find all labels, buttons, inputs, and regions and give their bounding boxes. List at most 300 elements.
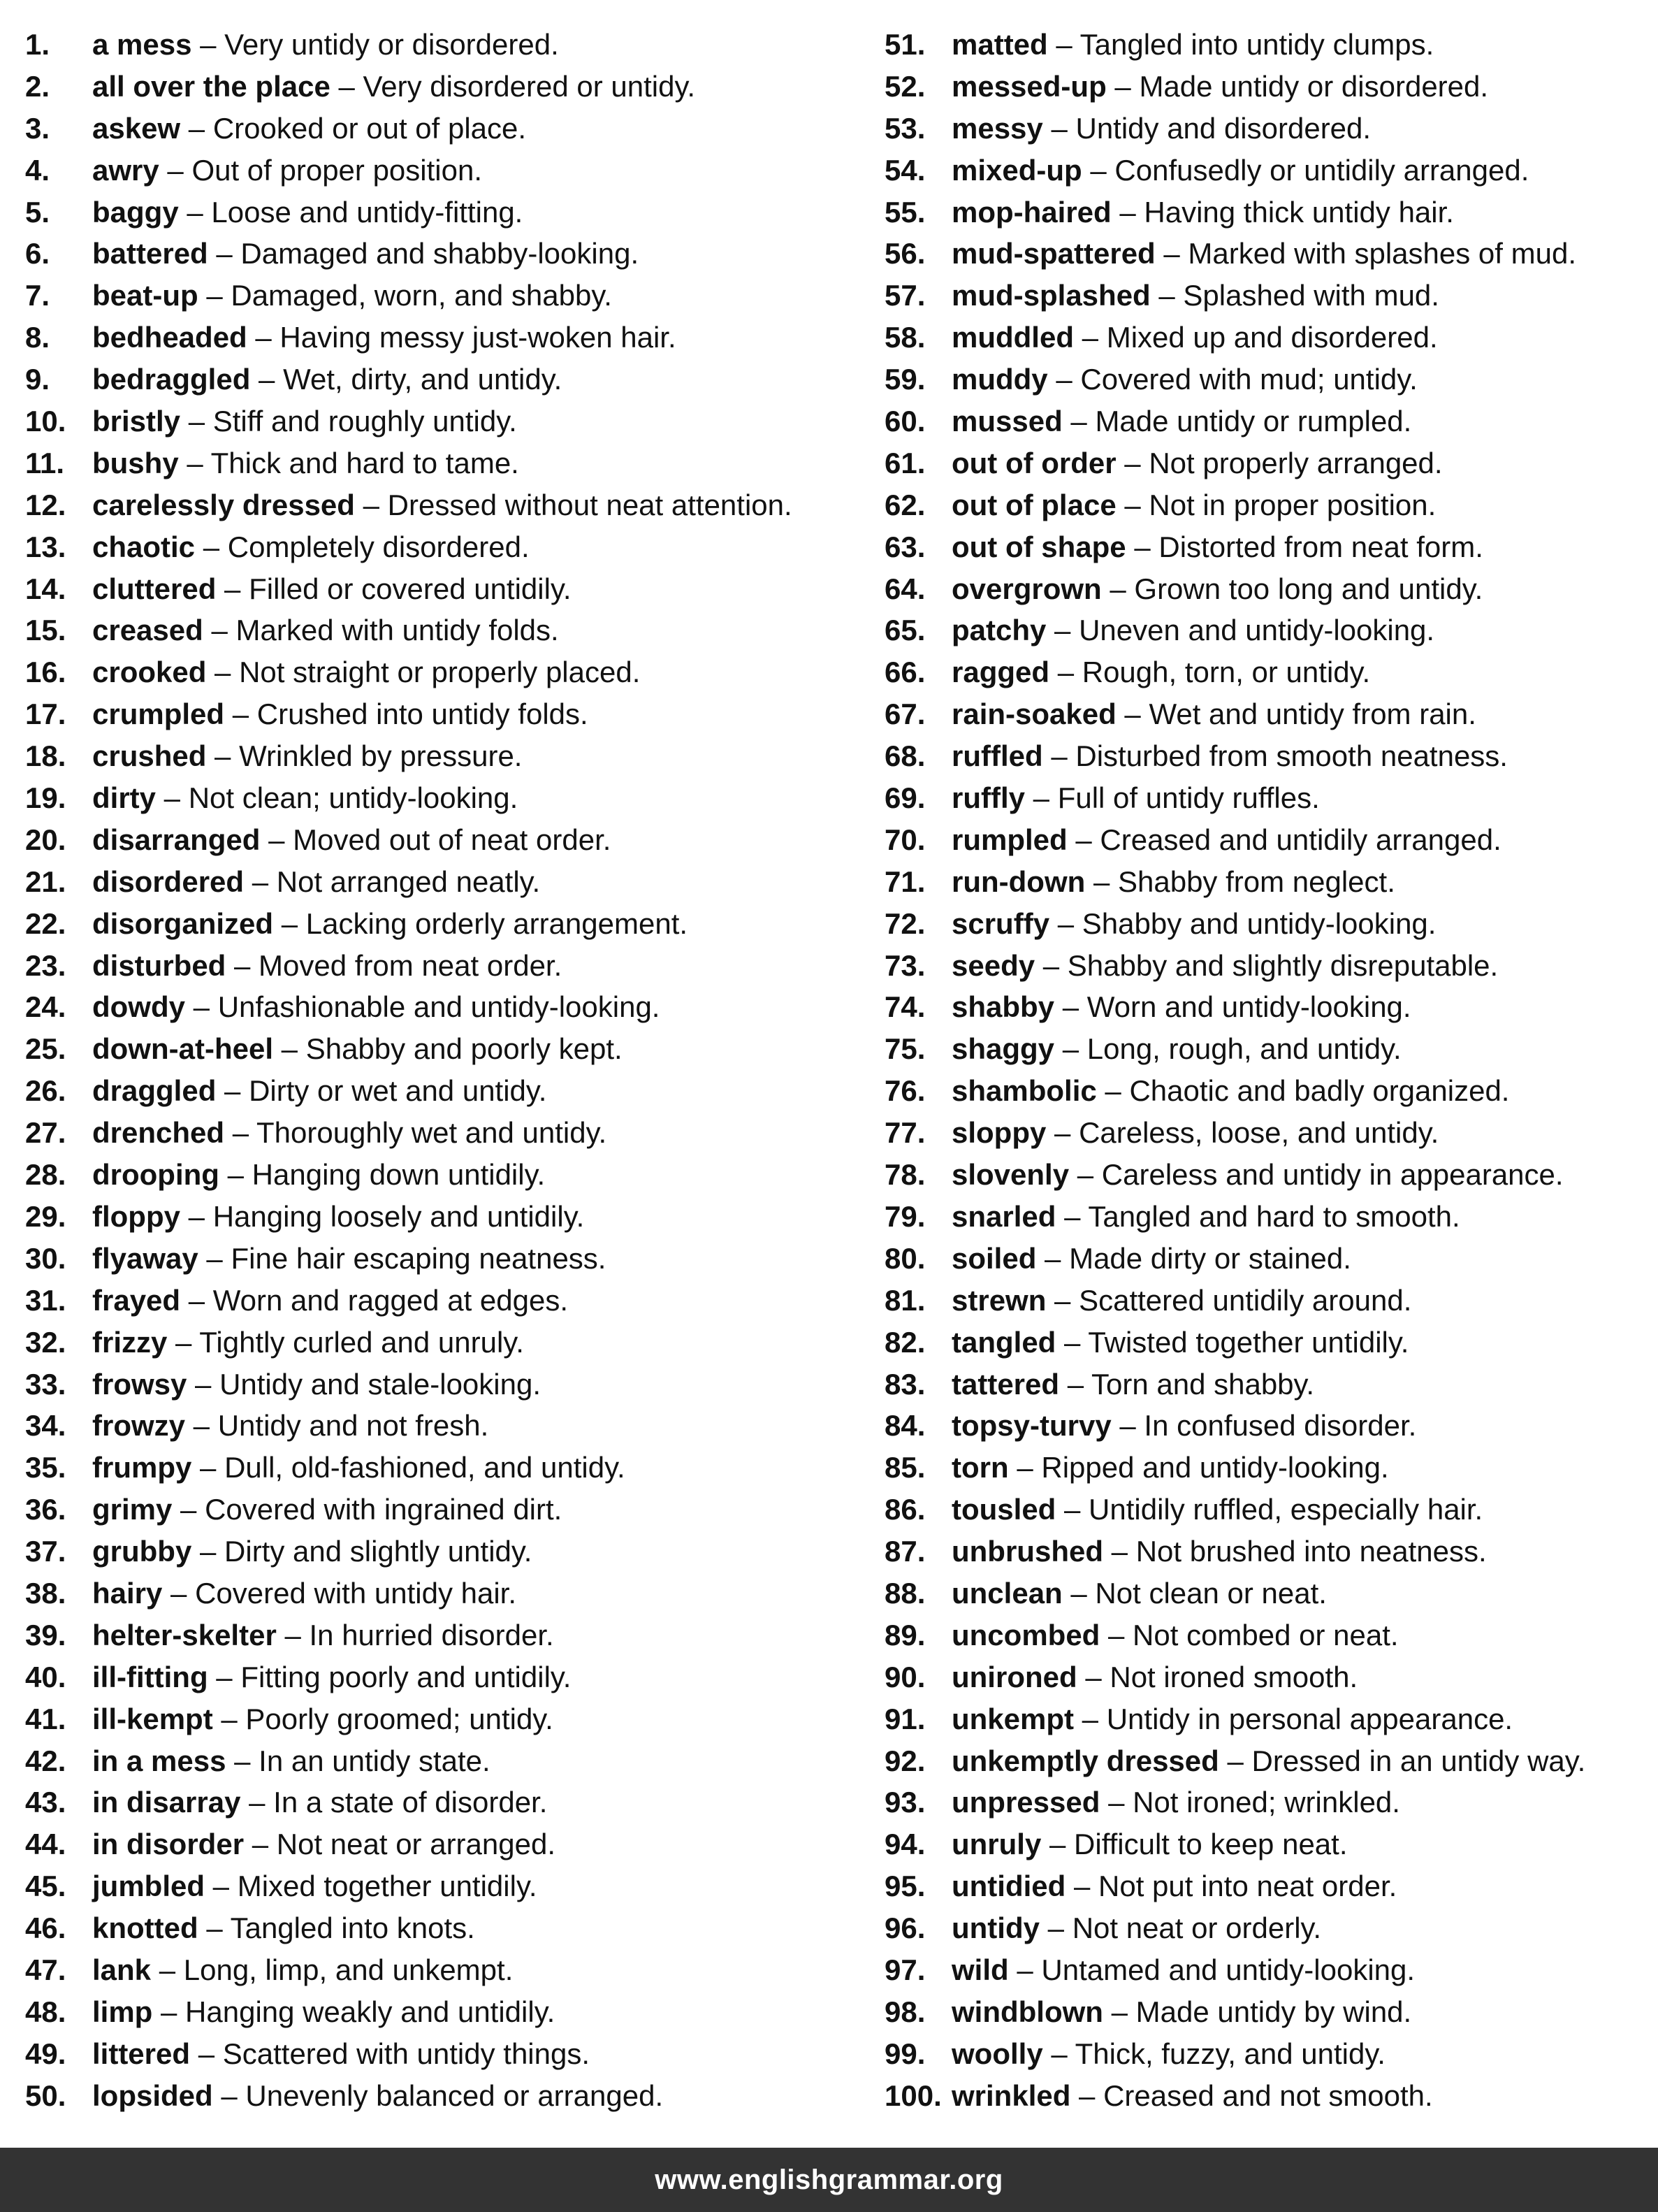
entry-word: hairy xyxy=(92,1576,163,1610)
entry-definition: Filled or covered untidily. xyxy=(249,572,572,605)
entry-number: 15. xyxy=(25,614,66,647)
list-item xyxy=(885,1949,1646,1991)
entry-separator: – xyxy=(1103,1995,1136,2028)
entry-text xyxy=(92,1740,490,1782)
entry-number: 64. xyxy=(885,572,926,605)
entry-number: 7. xyxy=(25,279,50,312)
entry-word: woolly xyxy=(952,2037,1043,2070)
entry-word: frizzy xyxy=(92,1325,168,1359)
entry-number: 37. xyxy=(25,1535,66,1568)
list-item xyxy=(885,903,1646,945)
entry-separator: – xyxy=(180,111,213,145)
entry-text xyxy=(952,1405,1416,1447)
entry-separator: – xyxy=(1100,1786,1133,1819)
entry-definition: Mixed together untidily. xyxy=(237,1870,537,1903)
list-item xyxy=(885,66,1646,108)
entry-word: carelessly dressed xyxy=(92,488,355,521)
entry-separator: – xyxy=(260,823,293,856)
entry-word: mud-spattered xyxy=(952,237,1156,270)
entry-number: 13. xyxy=(25,530,66,563)
entry-word: in disorder xyxy=(92,1828,245,1861)
entry-definition: Damaged, worn, and shabby. xyxy=(231,279,612,312)
entry-text xyxy=(92,1238,606,1280)
entry-separator: – xyxy=(212,2079,246,2112)
entry-text xyxy=(92,484,792,526)
entry-text xyxy=(952,1614,1399,1656)
list-item xyxy=(885,1154,1646,1196)
list-item xyxy=(25,1614,885,1656)
entry-word: torn xyxy=(952,1451,1009,1484)
entry-text xyxy=(92,1656,571,1698)
entry-number: 33. xyxy=(25,1367,66,1401)
entry-number: 91. xyxy=(885,1702,926,1735)
entry-separator: – xyxy=(1056,1493,1089,1526)
entry-separator: – xyxy=(190,2037,223,2070)
entry-definition: Thoroughly wet and untidy. xyxy=(256,1116,607,1150)
entry-definition: Made untidy or rumpled. xyxy=(1095,405,1412,438)
entry-word: messed-up xyxy=(952,69,1107,103)
entry-number: 8. xyxy=(25,321,50,354)
list-item xyxy=(885,1781,1646,1823)
list-item xyxy=(25,317,885,359)
entry-text xyxy=(92,1447,625,1489)
list-item xyxy=(885,108,1646,150)
list-item xyxy=(25,1447,885,1489)
entry-word: unironed xyxy=(952,1660,1077,1693)
entry-number: 90. xyxy=(885,1660,926,1693)
entry-word: muddled xyxy=(952,321,1074,354)
entry-number: 48. xyxy=(25,1995,66,2028)
entry-separator: – xyxy=(206,739,240,773)
entry-number: 75. xyxy=(885,1032,926,1066)
list-item xyxy=(885,150,1646,191)
list-item xyxy=(25,1573,885,1614)
entry-text xyxy=(952,359,1418,400)
list-item xyxy=(25,819,885,861)
entry-number: 28. xyxy=(25,1158,66,1192)
entry-separator: – xyxy=(208,1660,241,1693)
entry-number: 61. xyxy=(885,446,926,479)
footer-bar xyxy=(0,2148,1658,2212)
entry-text xyxy=(92,275,612,317)
list-item xyxy=(885,1405,1646,1447)
entry-text xyxy=(92,150,482,191)
entry-word: windblown xyxy=(952,1995,1103,2028)
entry-separator: – xyxy=(1042,111,1076,145)
entry-word: run-down xyxy=(952,865,1086,898)
entry-separator: – xyxy=(205,1870,238,1903)
entry-definition: Worn and untidy-looking. xyxy=(1086,990,1411,1024)
entry-text xyxy=(952,1154,1564,1196)
entry-text xyxy=(952,1740,1585,1782)
entry-text xyxy=(952,777,1320,819)
list-item xyxy=(25,568,885,610)
entry-number: 38. xyxy=(25,1576,66,1610)
list-item xyxy=(885,861,1646,903)
entry-text xyxy=(952,1781,1400,1823)
entry-word: baggy xyxy=(92,195,179,229)
entry-separator: – xyxy=(244,1828,277,1861)
entry-number: 54. xyxy=(885,153,926,187)
entry-number: 25. xyxy=(25,1032,66,1066)
list-item xyxy=(885,526,1646,568)
entry-word: soiled xyxy=(952,1241,1037,1275)
entry-separator: – xyxy=(1054,1032,1087,1066)
entry-text xyxy=(952,819,1501,861)
entry-number: 83. xyxy=(885,1367,926,1401)
entry-word: ragged xyxy=(952,656,1050,689)
entry-word: jumbled xyxy=(92,1870,205,1903)
list-item xyxy=(25,233,885,275)
list-item xyxy=(25,1531,885,1573)
entry-definition: Shabby and slightly disreputable. xyxy=(1067,948,1499,982)
list-item xyxy=(25,1280,885,1322)
entry-word: wrinkled xyxy=(952,2079,1071,2112)
entry-number: 11. xyxy=(25,446,65,479)
entry-separator: – xyxy=(247,321,280,354)
list-item xyxy=(25,1865,885,1907)
list-item xyxy=(885,1196,1646,1238)
entry-number: 10. xyxy=(25,405,66,438)
entry-text xyxy=(952,1238,1351,1280)
entry-separator: – xyxy=(206,656,240,689)
list-item xyxy=(25,1238,885,1280)
entry-number: 36. xyxy=(25,1493,66,1526)
entry-number: 89. xyxy=(885,1618,926,1651)
list-item xyxy=(25,66,885,108)
entry-number: 41. xyxy=(25,1702,66,1735)
entry-separator: – xyxy=(1041,1828,1075,1861)
entry-separator: – xyxy=(276,1618,310,1651)
list-item xyxy=(25,1656,885,1698)
entry-separator: – xyxy=(151,1953,184,1986)
entry-text xyxy=(952,191,1454,233)
entry-text xyxy=(952,275,1439,317)
entry-text xyxy=(952,1447,1389,1489)
list-item xyxy=(25,1196,885,1238)
entry-word: mixed-up xyxy=(952,153,1082,187)
entry-word: frumpy xyxy=(92,1451,192,1484)
list-item xyxy=(885,1865,1646,1907)
list-item xyxy=(885,1531,1646,1573)
entry-definition: Wet, dirty, and untidy. xyxy=(283,363,562,396)
entry-word: muddy xyxy=(952,363,1048,396)
entry-number: 52. xyxy=(885,69,926,103)
entry-separator: – xyxy=(1066,1870,1099,1903)
entry-number: 100. xyxy=(885,2079,942,2112)
list-item xyxy=(885,1489,1646,1531)
list-item xyxy=(25,903,885,945)
list-item xyxy=(25,24,885,66)
entry-number: 12. xyxy=(25,488,66,521)
entry-definition: In an untidy state. xyxy=(259,1744,490,1777)
entry-definition: Creased and untidily arranged. xyxy=(1100,823,1501,856)
list-item xyxy=(885,1656,1646,1698)
entry-definition: Chaotic and badly organized. xyxy=(1129,1074,1510,1108)
entry-separator: – xyxy=(1116,488,1149,521)
entry-word: battered xyxy=(92,237,208,270)
list-item xyxy=(885,1991,1646,2033)
entry-text xyxy=(952,609,1434,651)
entry-definition: Careless, loose, and untidy. xyxy=(1079,1116,1439,1150)
entry-definition: Not brushed into neatness. xyxy=(1135,1535,1487,1568)
entry-separator: – xyxy=(1008,1953,1042,1986)
entry-number: 62. xyxy=(885,488,926,521)
entry-separator: – xyxy=(224,1116,256,1150)
entry-text xyxy=(952,2033,1386,2075)
entry-word: rumpled xyxy=(952,823,1068,856)
entry-definition: Marked with untidy folds. xyxy=(235,614,559,647)
entry-word: unkemptly dressed xyxy=(952,1744,1219,1777)
list-item xyxy=(25,191,885,233)
entry-definition: Long, rough, and untidy. xyxy=(1086,1032,1402,1066)
entry-separator: – xyxy=(1077,1660,1110,1693)
entry-word: unbrushed xyxy=(952,1535,1103,1568)
entry-definition: Disturbed from smooth neatness. xyxy=(1075,739,1508,773)
entry-separator: – xyxy=(1059,1367,1091,1401)
list-item xyxy=(885,777,1646,819)
entry-text xyxy=(92,1280,568,1322)
entry-number: 27. xyxy=(25,1116,66,1150)
entry-text xyxy=(92,1698,553,1740)
entry-text xyxy=(952,651,1370,693)
entry-number: 93. xyxy=(885,1786,926,1819)
entry-number: 99. xyxy=(885,2037,926,2070)
list-item xyxy=(885,317,1646,359)
entry-text xyxy=(952,150,1529,191)
word-list xyxy=(25,24,1646,2117)
entry-separator: – xyxy=(1103,1535,1136,1568)
entry-separator: – xyxy=(187,1367,220,1401)
entry-definition: Untidy and stale-looking. xyxy=(219,1367,541,1401)
entry-definition: Very untidy or disordered. xyxy=(224,28,559,61)
entry-definition: Untidy and disordered. xyxy=(1075,111,1372,145)
list-item xyxy=(885,191,1646,233)
entry-separator: – xyxy=(1074,1702,1107,1735)
entry-text xyxy=(92,609,559,651)
entry-word: frowsy xyxy=(92,1367,187,1401)
entry-definition: Rough, torn, or untidy. xyxy=(1082,656,1371,689)
entry-text xyxy=(92,1865,537,1907)
word-list-column-left xyxy=(25,24,885,2117)
entry-separator: – xyxy=(1062,405,1096,438)
entry-number: 69. xyxy=(885,781,926,815)
entry-number: 86. xyxy=(885,1493,926,1526)
list-item xyxy=(25,1740,885,1782)
entry-separator: – xyxy=(1042,739,1076,773)
entry-text xyxy=(92,1028,623,1070)
entry-text xyxy=(92,400,517,442)
entry-separator: – xyxy=(152,1995,186,2028)
entry-definition: Covered with untidy hair. xyxy=(195,1576,517,1610)
entry-definition: Unevenly balanced or arranged. xyxy=(245,2079,664,2112)
entry-number: 73. xyxy=(885,948,926,982)
list-item xyxy=(25,1028,885,1070)
list-item xyxy=(25,150,885,191)
entry-definition: Mixed up and disordered. xyxy=(1106,321,1438,354)
entry-number: 3. xyxy=(25,111,50,145)
list-item xyxy=(25,861,885,903)
entry-word: lank xyxy=(92,1953,152,1986)
entry-word: in disarray xyxy=(92,1786,241,1819)
entry-number: 94. xyxy=(885,1828,926,1861)
entry-word: flyaway xyxy=(92,1241,198,1275)
entry-text xyxy=(92,1112,606,1154)
entry-separator: – xyxy=(1056,1325,1089,1359)
entry-separator: – xyxy=(244,865,277,898)
entry-definition: Shabby and untidy-looking. xyxy=(1082,906,1437,940)
entry-word: strewn xyxy=(952,1283,1047,1317)
entry-definition: Twisted together untidily. xyxy=(1088,1325,1409,1359)
entry-text xyxy=(92,651,640,693)
entry-definition: Made dirty or stained. xyxy=(1069,1241,1351,1275)
entry-word: down-at-heel xyxy=(92,1032,273,1066)
entry-definition: Ripped and untidy-looking. xyxy=(1041,1451,1389,1484)
entry-text xyxy=(92,1823,555,1865)
entry-definition: Dressed in an untidy way. xyxy=(1251,1744,1586,1777)
entry-word: uncombed xyxy=(952,1618,1100,1651)
entry-number: 6. xyxy=(25,237,50,270)
entry-definition: Not neat or orderly. xyxy=(1072,1911,1322,1945)
entry-separator: – xyxy=(180,405,213,438)
entry-number: 57. xyxy=(885,279,926,312)
entry-text xyxy=(92,66,695,108)
entry-definition: Moved from neat order. xyxy=(259,948,562,982)
entry-number: 76. xyxy=(885,1074,926,1108)
entry-number: 42. xyxy=(25,1744,66,1777)
entry-text xyxy=(92,1489,562,1531)
entry-word: disorganized xyxy=(92,906,274,940)
entry-word: bristly xyxy=(92,405,181,438)
entry-word: awry xyxy=(92,153,159,187)
entry-word: shaggy xyxy=(952,1032,1055,1066)
entry-separator: – xyxy=(185,990,218,1024)
entry-separator: – xyxy=(195,530,228,563)
entry-word: draggled xyxy=(92,1074,217,1108)
entry-separator: – xyxy=(156,781,189,815)
entry-word: tangled xyxy=(952,1325,1056,1359)
entry-word: bedheaded xyxy=(92,321,247,354)
list-item xyxy=(885,1028,1646,1070)
entry-word: cluttered xyxy=(92,572,217,605)
entry-definition: Fine hair escaping neatness. xyxy=(231,1241,606,1275)
entry-separator: – xyxy=(250,363,284,396)
entry-word: ill-fitting xyxy=(92,1660,208,1693)
list-item xyxy=(25,945,885,987)
entry-definition: Not clean; untidy-looking. xyxy=(188,781,518,815)
entry-definition: In hurried disorder. xyxy=(309,1618,554,1651)
entry-word: shabby xyxy=(952,990,1055,1024)
entry-definition: Hanging down untidily. xyxy=(252,1158,546,1192)
entry-text xyxy=(952,233,1576,275)
entry-text xyxy=(952,1823,1348,1865)
entry-number: 78. xyxy=(885,1158,926,1192)
list-item xyxy=(885,1698,1646,1740)
entry-text xyxy=(92,735,522,777)
list-item xyxy=(885,819,1646,861)
entry-word: littered xyxy=(92,2037,191,2070)
list-item xyxy=(885,1070,1646,1112)
entry-definition: Thick, fuzzy, and untidy. xyxy=(1075,2037,1386,2070)
entry-text xyxy=(92,777,518,819)
list-item xyxy=(25,693,885,735)
entry-definition: In a state of disorder. xyxy=(273,1786,548,1819)
entry-definition: Having messy just-woken hair. xyxy=(279,321,676,354)
list-item xyxy=(885,1238,1646,1280)
entry-definition: Very disordered or untidy. xyxy=(363,69,696,103)
entry-text xyxy=(92,1531,532,1573)
entry-text xyxy=(952,2075,1433,2117)
entry-text xyxy=(952,1531,1487,1573)
list-item xyxy=(25,400,885,442)
entry-separator: – xyxy=(273,1032,306,1066)
entry-text xyxy=(952,861,1395,903)
entry-definition: Untidily ruffled, especially hair. xyxy=(1089,1493,1483,1526)
entry-separator: – xyxy=(330,69,363,103)
entry-separator: – xyxy=(178,446,211,479)
entry-definition: Grown too long and untidy. xyxy=(1134,572,1483,605)
entry-text xyxy=(92,1949,513,1991)
entry-separator: – xyxy=(219,1158,252,1192)
entry-word: drooping xyxy=(92,1158,219,1192)
entry-definition: Wet and untidy from rain. xyxy=(1149,697,1476,731)
entry-word: scruffy xyxy=(952,906,1050,940)
entry-text xyxy=(92,945,562,987)
entry-separator: – xyxy=(180,1283,213,1317)
list-item xyxy=(25,1070,885,1112)
list-item xyxy=(25,1489,885,1531)
entry-definition: Torn and shabby. xyxy=(1091,1367,1315,1401)
entry-text xyxy=(92,359,562,400)
entry-word: dirty xyxy=(92,781,157,815)
list-item xyxy=(25,108,885,150)
entry-definition: Shabby and poorly kept. xyxy=(305,1032,623,1066)
entry-separator: – xyxy=(1067,823,1100,856)
entry-definition: Not properly arranged. xyxy=(1149,446,1443,479)
entry-definition: Difficult to keep neat. xyxy=(1074,1828,1348,1861)
entry-separator: – xyxy=(1036,1241,1070,1275)
entry-number: 4. xyxy=(25,153,50,187)
entry-text xyxy=(952,1028,1402,1070)
list-item xyxy=(885,1447,1646,1489)
entry-definition: Crushed into untidy folds. xyxy=(256,697,588,731)
entry-definition: Crooked or out of place. xyxy=(212,111,527,145)
entry-word: grimy xyxy=(92,1493,173,1526)
entry-definition: In confused disorder. xyxy=(1144,1409,1417,1443)
entry-number: 98. xyxy=(885,1995,926,2028)
entry-number: 59. xyxy=(885,363,926,396)
entry-definition: Shabby from neglect. xyxy=(1117,865,1395,898)
entry-definition: Lacking orderly arrangement. xyxy=(305,906,688,940)
list-item xyxy=(885,693,1646,735)
list-item xyxy=(885,442,1646,484)
entry-number: 80. xyxy=(885,1241,926,1275)
entry-separator: – xyxy=(178,195,212,229)
list-item xyxy=(885,945,1646,987)
list-item xyxy=(885,986,1646,1028)
entry-number: 19. xyxy=(25,781,66,815)
entry-definition: Untamed and untidy-looking. xyxy=(1041,1953,1416,1986)
entry-definition: Scattered with untidy things. xyxy=(222,2037,590,2070)
entry-text xyxy=(952,1196,1460,1238)
list-item xyxy=(885,233,1646,275)
entry-text xyxy=(952,1865,1397,1907)
list-item xyxy=(885,735,1646,777)
entry-word: bushy xyxy=(92,446,179,479)
entry-number: 87. xyxy=(885,1535,926,1568)
entry-word: creased xyxy=(92,614,203,647)
entry-separator: – xyxy=(1106,69,1140,103)
